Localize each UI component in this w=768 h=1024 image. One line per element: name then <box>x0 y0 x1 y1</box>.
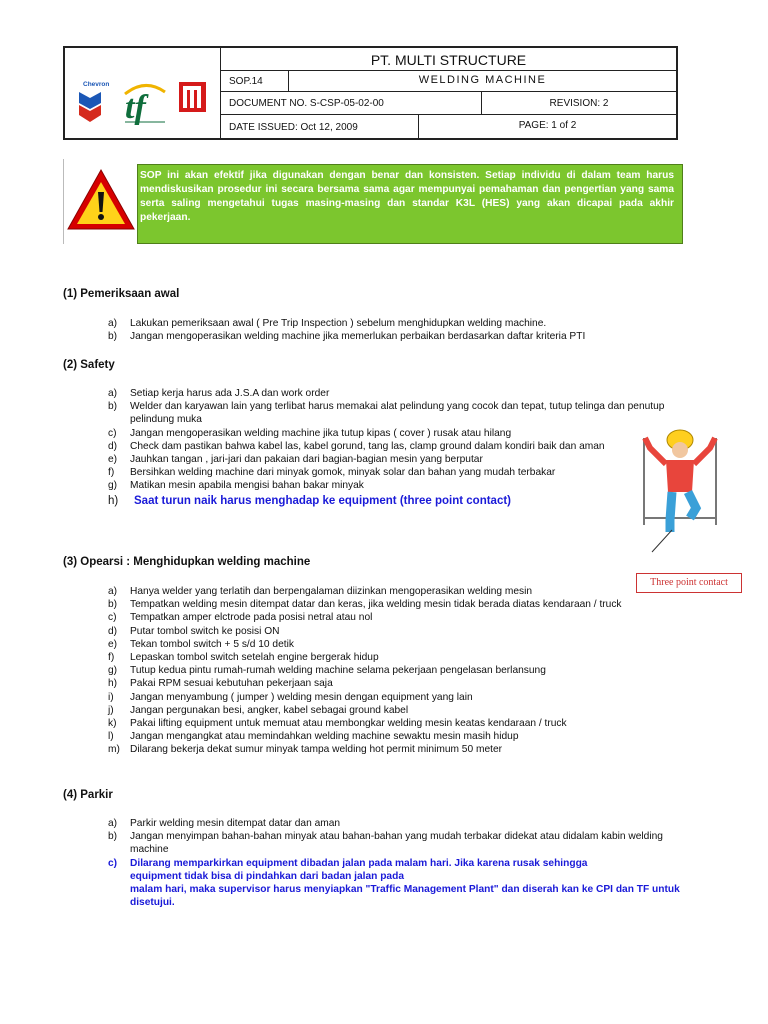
page-number: PAGE: 1 of 2 <box>518 120 577 131</box>
item-key: b) <box>108 401 118 413</box>
item-text: Jangan menyimpan bahan-bahan minyak atau bahan-bahan yang mudah terbakar didekat atau didalam kabin welding machine <box>130 831 663 856</box>
company-logos <box>65 48 220 138</box>
list-item <box>108 743 688 756</box>
item-text: Tutup kedua pintu rumah-rumah welding machine selama pekerjaan pengelasan berlansung <box>130 665 546 677</box>
logo-area <box>65 48 221 138</box>
item-text: Tempatkan welding mesin ditempat datar dan keras, jika welding mesin tidak berada diatas kendaraan / truck <box>130 599 622 611</box>
section-title-parkir: (4) Parkir <box>63 789 113 801</box>
list-item <box>108 691 688 704</box>
item-key: d) <box>108 625 118 637</box>
warning-message: SOP ini akan efektif jika digunakan dengan benar dan konsisten. Setiap individu di dalam team harus mendiskusikan prosedur ini secara bersama sama agar mempunyai pemahaman dan pengertian yang sama serta saling mengetahui tugas masing-masing dan standar K3L (HES) yang akan dicapai pada akhir pekerjaan. <box>137 164 683 244</box>
item-key: i) <box>108 691 114 703</box>
list-item <box>108 387 700 400</box>
item-key: b) <box>108 831 118 843</box>
list-item <box>108 440 700 453</box>
section-title-operasi: (3) Opearsi : Menghidupkan welding machine <box>63 556 311 568</box>
section-list-parkir <box>108 817 698 909</box>
item-text: Pakai lifting equipment untuk memuat atau membongkar welding mesin keatas kendaraan / truck <box>130 718 567 730</box>
item-text: Dilarang bekerja dekat sumur minyak tampa welding hot permit minimum 50 meter <box>130 744 502 756</box>
item-text: Welder dan karyawan lain yang terlibat harus memakai alat pelindung yang cocok dan tepat, tutup telinga dan penutup pelindung muka <box>130 401 665 426</box>
item-key: e) <box>108 638 118 650</box>
company-name: PT. MULTI STRUCTURE <box>370 52 527 68</box>
list-item <box>108 638 688 651</box>
item-key: f) <box>108 467 115 479</box>
item-key: c) <box>108 857 118 869</box>
item-key: e) <box>108 454 118 466</box>
date-issued: DATE ISSUED: Oct 12, 2009 <box>221 115 419 139</box>
section-list-operasi <box>108 585 688 757</box>
list-item <box>108 598 688 611</box>
item-key: d) <box>108 440 118 452</box>
list-item <box>108 625 688 638</box>
revision: REVISION: 2 <box>549 98 609 109</box>
list-item <box>108 427 700 440</box>
list-item <box>108 611 688 624</box>
item-text: Putar tombol switch ke posisi ON <box>130 625 280 637</box>
list-item <box>108 717 688 730</box>
document-number: DOCUMENT NO. S-CSP-05-02-00 <box>221 92 482 115</box>
item-text: Setiap kerja harus ada J.S.A dan work order <box>130 388 330 399</box>
item-key: b) <box>108 599 118 611</box>
item-key: g) <box>108 480 118 492</box>
item-key: a) <box>108 388 118 399</box>
item-key: a) <box>108 586 118 597</box>
item-key: l) <box>108 731 114 743</box>
item-text: Tekan tombol switch + 5 s/d 10 detik <box>130 638 294 650</box>
list-item <box>108 677 688 690</box>
item-text: Jangan pergunakan besi, angker, kabel sebagai ground kabel <box>130 704 409 716</box>
item-text: Matikan mesin apabila mengisi bahan bakar minyak <box>130 480 364 492</box>
item-key: f) <box>108 652 115 664</box>
item-text: Hanya welder yang terlatih dan berpengalaman diizinkan mengoperasikan welding mesin <box>130 586 533 597</box>
list-item <box>108 830 698 856</box>
item-key: a) <box>108 318 118 329</box>
item-key: h) <box>108 494 119 507</box>
item-text: malam hari, maka supervisor harus menyiapkan "Traffic Management Plant" dan diserah kan ke CPI dan TF untuk disetujui. <box>130 884 680 909</box>
item-text: Parkir welding mesin ditempat datar dan aman <box>130 818 341 829</box>
three-point-contact-figure <box>630 420 745 598</box>
item-key: b) <box>108 331 118 343</box>
list-item <box>108 466 700 479</box>
list-item <box>108 453 700 466</box>
list-item <box>108 495 700 508</box>
list-item <box>108 857 698 883</box>
list-item <box>108 330 700 343</box>
section-title-safety: (2) Safety <box>63 359 115 371</box>
header-row-sop <box>221 70 676 92</box>
list-item <box>108 704 688 717</box>
section-title-pemeriksaan: (1) Pemeriksaan awal <box>63 288 180 300</box>
item-key: m) <box>108 744 120 756</box>
sop-number: SOP.14 <box>221 71 289 92</box>
warning-icon <box>64 159 139 244</box>
item-key: g) <box>108 665 118 677</box>
item-text: Tempatkan amper elctrode pada posisi netral atau nol <box>130 612 373 624</box>
list-item <box>108 400 700 426</box>
section-list-pemeriksaan <box>108 317 700 343</box>
item-key: j) <box>108 704 114 716</box>
item-text: Pakai RPM sesuai kebutuhan pekerjaan saja <box>130 678 333 690</box>
item-key: h) <box>108 678 118 690</box>
item-text: Jangan mengoperasikan welding machine jika memerlukan perbaikan berdasarkan daftar kriteria PTI <box>130 331 586 343</box>
item-key: c) <box>108 612 117 624</box>
item-text: Jangan menyambung ( jumper ) welding mesin dengan equipment yang lain <box>130 691 473 703</box>
item-key: c) <box>108 427 117 439</box>
list-item <box>108 317 700 330</box>
warning-icon-box <box>63 159 139 244</box>
list-item <box>108 664 688 677</box>
header-row-date <box>221 114 676 139</box>
item-key: k) <box>108 718 117 730</box>
document-header <box>63 46 678 140</box>
item-text: Lepaskan tombol switch setelah engine bergerak hidup <box>130 652 379 664</box>
item-text: Saat turun naik harus menghadap ke equipment (three point contact) <box>134 494 511 507</box>
document-title: WELDING MACHINE <box>418 74 547 86</box>
item-text: Jauhkan tangan , jari-jari dan pakaian dari bagian-bagian mesin yang berputar <box>130 454 483 466</box>
list-item <box>108 883 698 909</box>
item-text: Bersihkan welding machine dari minyak gomok, minyak solar dan bahan yang mudah terbakar <box>130 467 556 479</box>
list-item <box>108 730 688 743</box>
chevron-logo-text: Chevron <box>83 81 110 88</box>
climbing-worker-illustration <box>630 420 745 598</box>
three-point-contact-label: Three point contact <box>636 573 742 593</box>
header-row-document <box>221 91 676 115</box>
list-item <box>108 585 688 598</box>
section-list-safety <box>108 387 700 508</box>
item-text: Check dam pastikan bahwa kabel las, kabel gorund, tang las, clamp ground dalam kondiri baik dan aman <box>130 440 605 452</box>
list-item <box>108 651 688 664</box>
item-text: Jangan mengangkat atau memindahkan welding machine sewaktu mesin masih hidup <box>130 731 519 743</box>
item-text: Lakukan pemeriksaan awal ( Pre Trip Inspection ) sebelum menghidupkan welding machine. <box>130 318 547 329</box>
tf-logo-text: tf <box>125 89 146 126</box>
list-item <box>108 817 698 830</box>
item-key <box>108 883 130 909</box>
item-text: Dilarang memparkirkan equipment dibadan jalan pada malam hari. Jika karena rusak sehingga equipment tidak bisa di pindahkan dari badan jalan pada <box>130 857 588 882</box>
list-item <box>108 479 700 492</box>
item-text: Jangan mengoperasikan welding machine jika tutup kipas ( cover ) rusak atau hilang <box>130 427 512 439</box>
item-key: a) <box>108 818 118 829</box>
